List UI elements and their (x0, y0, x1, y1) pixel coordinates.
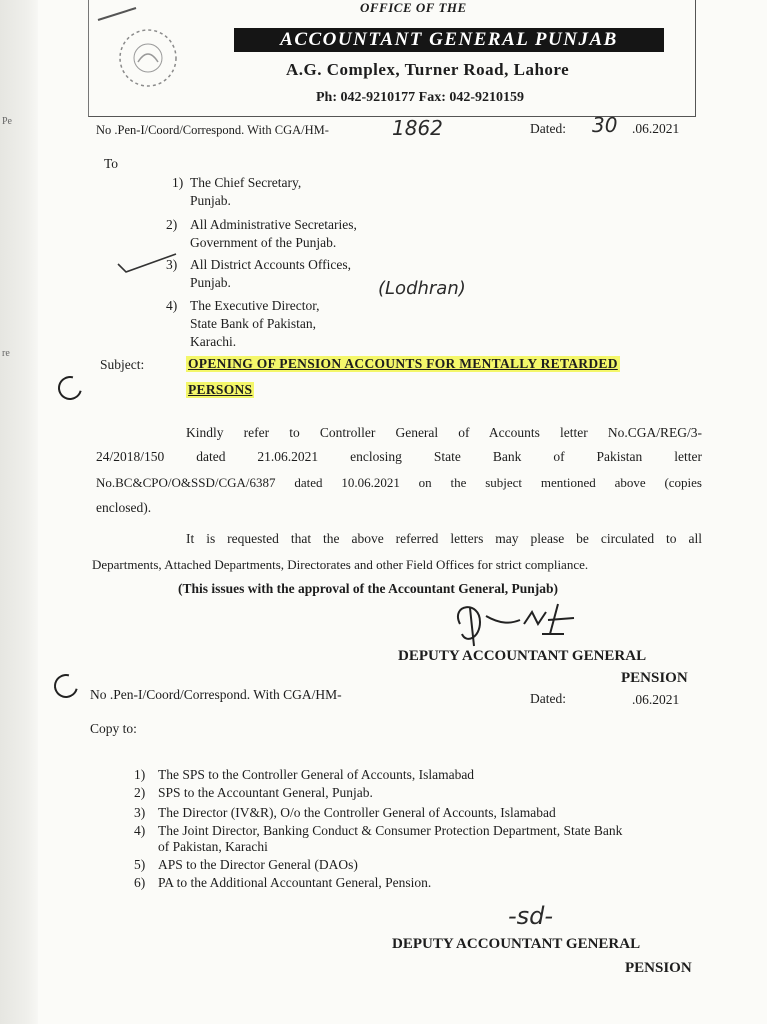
government-seal-icon (112, 22, 184, 94)
copy-item-number: 1) (134, 767, 146, 782)
recipient-line: The Executive Director, (190, 298, 320, 313)
reference-number-handwritten: 1862 (392, 116, 443, 140)
recipient-number: 4) (166, 298, 178, 313)
signatory-subtitle: PENSION (621, 670, 688, 686)
copy-to-label: Copy to: (90, 721, 137, 736)
body-line: Kindly refer to Controller General of Accounts letter No.CGA/REG/3- (186, 425, 702, 440)
recipient-number: 2) (166, 217, 178, 232)
dated-day-handwritten: 30 (592, 113, 618, 137)
subject-line: OPENING OF PENSION ACCOUNTS FOR MENTALLY RETARDED (188, 356, 618, 371)
reference-number-label: No .Pen-I/Coord/Correspond. With CGA/HM- (96, 123, 329, 137)
to-label: To (104, 156, 119, 171)
recipient-number: 1) (172, 175, 184, 190)
pen-stroke-icon (96, 4, 138, 22)
recipient-line: State Bank of Pakistan, (190, 316, 316, 331)
signature-icon (440, 594, 600, 654)
signatory-title: DEPUTY ACCOUNTANT GENERAL (392, 936, 641, 952)
body-line: 24/2018/150 dated 21.06.2021 enclosing State Bank of Pakistan letter (96, 449, 702, 464)
copy-item-number: 3) (134, 805, 146, 820)
recipient-line: The Chief Secretary, (190, 175, 302, 190)
copy-item-number: 4) (134, 823, 146, 838)
handwritten-note: (Lodhran) (378, 278, 466, 299)
dated-label: Dated: (530, 121, 566, 136)
recipient-line: Punjab. (190, 193, 231, 208)
dated-month-year: .06.2021 (632, 121, 680, 136)
office-of-line: OFFICE OF THE (360, 0, 467, 15)
signatory-title: DEPUTY ACCOUNTANT GENERAL (398, 648, 647, 664)
signatory-subtitle: PENSION (625, 960, 692, 976)
copy-item-continuation: of Pakistan, Karachi (158, 839, 268, 854)
copy-item: The Director (IV&R), O/o the Controller General of Accounts, Islamabad (158, 805, 556, 820)
body-line: Departments, Attached Departments, Directorates and other Field Offices for strict compliance. (92, 557, 589, 572)
margin-mark: re (2, 348, 10, 359)
recipient-line: Karachi. (190, 334, 237, 349)
subject-label: Subject: (100, 357, 145, 372)
recipient-number: 3) (166, 257, 178, 272)
copy-item: PA to the Additional Accountant General, Pension. (158, 875, 432, 890)
copy-item-number: 6) (134, 875, 146, 890)
office-address: A.G. Complex, Turner Road, Lahore (286, 60, 570, 79)
copy-item: APS to the Director General (DAOs) (158, 857, 358, 872)
copy-item: The Joint Director, Banking Conduct & Consumer Protection Department, State Bank (158, 823, 623, 838)
body-line: It is requested that the above referred letters may please be circulated to all (186, 531, 702, 546)
copy-reference-number: No .Pen-I/Coord/Correspond. With CGA/HM- (90, 687, 342, 702)
body-line: enclosed). (96, 500, 152, 515)
signature-sd-handwritten: -sd- (508, 902, 554, 930)
recipient-line: Punjab. (190, 275, 231, 290)
margin-mark: Pe (2, 116, 12, 127)
approval-note: (This issues with the approval of the Accountant General, Punjab) (178, 581, 559, 596)
copy-item-number: 5) (134, 857, 146, 872)
copy-dated-value: .06.2021 (632, 692, 680, 707)
recipient-line: Government of the Punjab. (190, 235, 337, 250)
copy-item: SPS to the Accountant General, Punjab. (158, 785, 373, 800)
body-line: No.BC&CPO/O&SSD/CGA/6387 dated 10.06.2021 on the subject mentioned above (copies (96, 475, 702, 490)
recipient-line: All Administrative Secretaries, (190, 217, 357, 232)
office-phone: Ph: 042-9210177 Fax: 042-9210159 (316, 90, 525, 105)
organization-banner: ACCOUNTANT GENERAL PUNJAB (234, 28, 664, 52)
previous-page-edge (0, 0, 38, 1024)
recipient-line: All District Accounts Offices, (190, 257, 351, 272)
copy-item-number: 2) (134, 785, 146, 800)
copy-item: The SPS to the Controller General of Accounts, Islamabad (158, 767, 475, 782)
copy-dated-label: Dated: (530, 691, 566, 706)
subject-line: PERSONS (188, 382, 253, 397)
